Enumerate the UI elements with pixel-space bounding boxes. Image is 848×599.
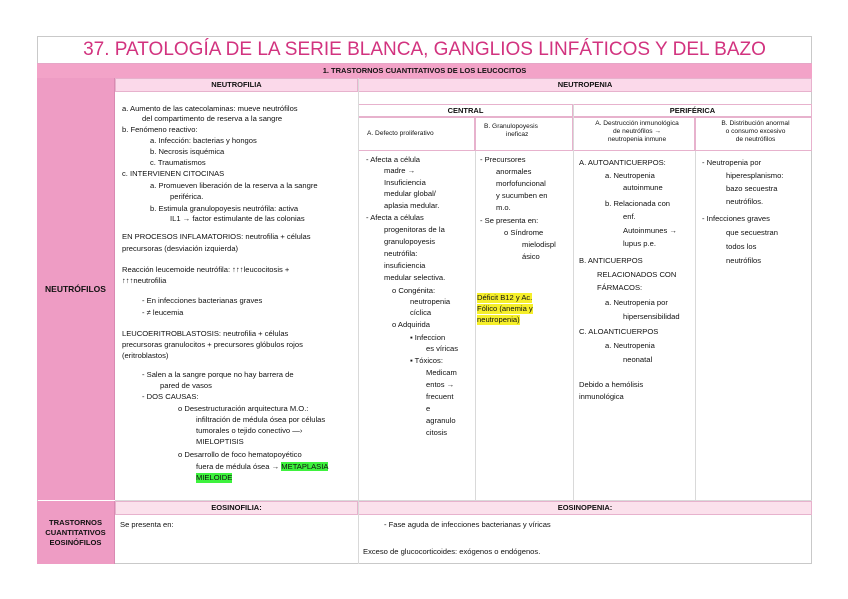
row-label-line: EOSINÓFILOS	[49, 537, 102, 547]
divider	[115, 500, 812, 501]
text-line: - Fase aguda de infecciones bacterianas y víricas	[384, 520, 551, 529]
text-line: precursoras (desviación izquierda)	[122, 244, 239, 253]
text-line: c. Traumatismos	[150, 158, 206, 167]
text-line: y sucumben en	[496, 191, 548, 200]
text-line: todos los	[726, 242, 757, 251]
text-line: autoinmune	[623, 183, 663, 192]
text-line: o Congénita:	[392, 286, 436, 295]
highlight-metaplasia: METAPLASIA	[281, 462, 329, 471]
text-line: IL1 → factor estimulante de las colonias	[170, 214, 305, 223]
text-line: c. INTERVIENEN CITOCINAS	[122, 169, 225, 178]
text-line: pared de vasos	[160, 381, 212, 390]
central-header: CENTRAL	[358, 104, 573, 117]
highlight-deficit-b12: neutropenia)	[477, 315, 520, 324]
highlight-deficit-b12: Déficit B12 y Ac.	[477, 293, 533, 302]
central-b-label: B. Granulopoyesis	[484, 123, 538, 130]
peri-b-label: o consumo excesivo	[725, 128, 786, 135]
text-line: infiltración de médula ósea por células	[196, 415, 326, 424]
neutrofilia-header: NEUTROFILIA	[115, 78, 358, 92]
text-line: tumorales o tejido conectivo —›	[196, 426, 303, 435]
row-label-neutrofilos: NEUTRÓFILOS	[37, 78, 115, 500]
text-line: enf.	[623, 212, 636, 221]
text-line: medular global/	[384, 189, 436, 198]
text-line: a. Neutropenia	[605, 341, 655, 350]
text-line: o Síndrome	[504, 228, 544, 237]
row-label-line: TRASTORNOS	[48, 517, 103, 527]
text-line: - Precursores	[480, 155, 526, 164]
text-line: es víricas	[426, 344, 459, 353]
text-fragment: fuera de médula ósea →	[196, 462, 280, 471]
text-line: Se presenta en:	[120, 520, 174, 529]
text-line: Debido a hemólisis	[579, 380, 644, 389]
eosinopenia-header: EOSINOPENIA:	[358, 501, 812, 515]
text-line: agranulo	[426, 416, 456, 425]
text-line: ▪ Infeccion	[410, 333, 446, 342]
text-line: madre →	[384, 166, 416, 175]
text-line: A. AUTOANTICUERPOS:	[579, 158, 666, 167]
divider	[358, 78, 359, 564]
text-line: neutrófilos	[726, 256, 762, 265]
text-line: Autoinmunes →	[623, 226, 678, 235]
peri-a-header	[573, 117, 695, 151]
text-line: citosis	[426, 428, 448, 437]
text-line: RELACIONADOS CON	[597, 270, 677, 279]
peri-b-label: de neutrófilos	[735, 136, 776, 143]
text-line: bazo secuestra	[726, 184, 778, 193]
text-line: - Neutropenia por	[702, 158, 762, 167]
highlight-deficit-b12: Fólico (anemia y	[477, 304, 533, 313]
text-line: frecuent	[426, 392, 454, 401]
text-line: EN PROCESOS INFLAMATORIOS: neutrofilia + células	[122, 232, 311, 241]
divider	[695, 151, 696, 501]
text-line: - Infecciones graves	[702, 214, 770, 223]
text-line: hipersensibilidad	[623, 312, 680, 321]
text-line: periférica.	[170, 192, 204, 201]
text-line	[196, 462, 328, 472]
eosinofilia-header: EOSINOFILIA:	[115, 501, 358, 515]
text-line: mielodispl	[522, 240, 556, 249]
text-line: m.o.	[496, 203, 511, 212]
central-b-label: ineficaz	[506, 131, 529, 138]
text-line: a. Promueven liberación de la reserva a la sangre	[150, 181, 318, 190]
text-line: b. Estimula granulopoyesis neutrófila: activa	[150, 204, 299, 213]
text-line: morfofuncional	[496, 179, 546, 188]
text-line: medular selectiva.	[384, 273, 446, 282]
text-line: ásico	[522, 252, 540, 261]
text-line: precursoras granulocitos + precursores glóbulos rojos	[122, 340, 303, 349]
text-line: B. ANTICUERPOS	[579, 256, 643, 265]
row-label-eosinofilos	[37, 501, 115, 564]
text-line: Medicam	[426, 368, 457, 377]
text-line: - En infecciones bacterianas graves	[142, 296, 263, 305]
text-line: hiperesplanismo:	[726, 171, 784, 180]
text-line: b. Fenómeno reactivo:	[122, 125, 198, 134]
text-line: Insuficiencia	[384, 178, 426, 187]
periferica-header: PERIFÉRICA	[573, 104, 812, 117]
text-line: inmunológica	[579, 392, 624, 401]
text-line: e	[426, 404, 431, 413]
text-line: o Desestructuración arquitectura M.O.:	[178, 404, 309, 413]
highlight-mieloide: MIELOIDE	[196, 473, 233, 482]
text-line: Reacción leucemoide neutrófila: ↑↑↑leucocitosis +	[122, 265, 290, 274]
text-line: ↑↑↑neutrofilia	[122, 276, 167, 285]
neutropenia-header: NEUTROPENIA	[358, 78, 812, 92]
peri-a-label: de neutrófilos →	[612, 128, 661, 135]
text-line: MIELOPTISIS	[196, 437, 244, 446]
text-line: neutropenia	[410, 297, 451, 306]
text-line: LEUCOERITROBLASTOSIS: neutrofilia + células	[122, 329, 289, 338]
text-line: - Salen a la sangre porque no hay barrera de	[142, 370, 294, 379]
text-line: cíclica	[410, 308, 432, 317]
text-line: b. Relacionada con	[605, 199, 671, 208]
divider	[573, 104, 574, 501]
text-line: neonatal	[623, 355, 653, 364]
text-line: - DOS CAUSAS:	[142, 392, 199, 401]
text-line: que secuestran	[726, 228, 778, 237]
peri-a-label: A. Destrucción inmunológica	[595, 120, 679, 127]
page-title: 37. PATOLOGÍA DE LA SERIE BLANCA, GANGLIOS LINFÁTICOS Y DEL BAZO	[37, 36, 812, 64]
text-line: neutrófila:	[384, 249, 418, 258]
text-line: Exceso de glucocorticoides: exógenos o endógenos.	[363, 547, 541, 556]
text-line: o Adquirida	[392, 320, 430, 329]
text-line: anormales	[496, 167, 532, 176]
text-line: a. Neutropenia	[605, 171, 655, 180]
peri-b-label: B. Distribución anormal	[721, 120, 790, 127]
text-line: aplasia medular.	[384, 201, 440, 210]
text-line: neutrófilos.	[726, 197, 764, 206]
row-label-line: CUANTITATIVOS	[45, 527, 106, 537]
text-line: progenitoras de la	[384, 225, 445, 234]
central-a-header	[358, 117, 475, 151]
text-line: lupus p.e.	[623, 239, 656, 248]
text-line: a. Aumento de las catecolaminas: mueve neutrófilos	[122, 104, 298, 113]
text-line: a. Infección: bacterias y hongos	[150, 136, 257, 145]
central-a-label: A. Defecto proliferativo	[367, 130, 434, 137]
text-line: (eritroblastos)	[122, 351, 169, 360]
peri-a-label: neutropenia inmune	[607, 136, 667, 143]
text-line: - Se presenta en:	[480, 216, 539, 225]
text-line: - Afecta a célula	[366, 155, 421, 164]
divider	[475, 151, 476, 501]
text-line: FÁRMACOS:	[597, 283, 643, 292]
text-line: ▪ Tóxicos:	[410, 356, 443, 365]
text-line: del compartimento de reserva a la sangre	[142, 114, 283, 123]
text-line: a. Neutropenia por	[605, 298, 668, 307]
text-line: - Afecta a células	[366, 213, 424, 222]
text-line: o Desarrollo de foco hematopoyético	[178, 450, 302, 459]
text-line: C. ALOANTICUERPOS	[579, 327, 659, 336]
text-line: - ≠ leucemia	[142, 308, 184, 317]
text-line: entos →	[426, 380, 455, 389]
text-line: b. Necrosis isquémica	[150, 147, 225, 156]
central-b-header	[475, 117, 573, 151]
section-header: 1. TRASTORNOS CUANTITATIVOS DE LOS LEUCOCITOS	[37, 64, 812, 78]
text-line: granulopoyesis	[384, 237, 436, 246]
text-line: insuficiencia	[384, 261, 426, 270]
peri-b-header	[695, 117, 812, 151]
